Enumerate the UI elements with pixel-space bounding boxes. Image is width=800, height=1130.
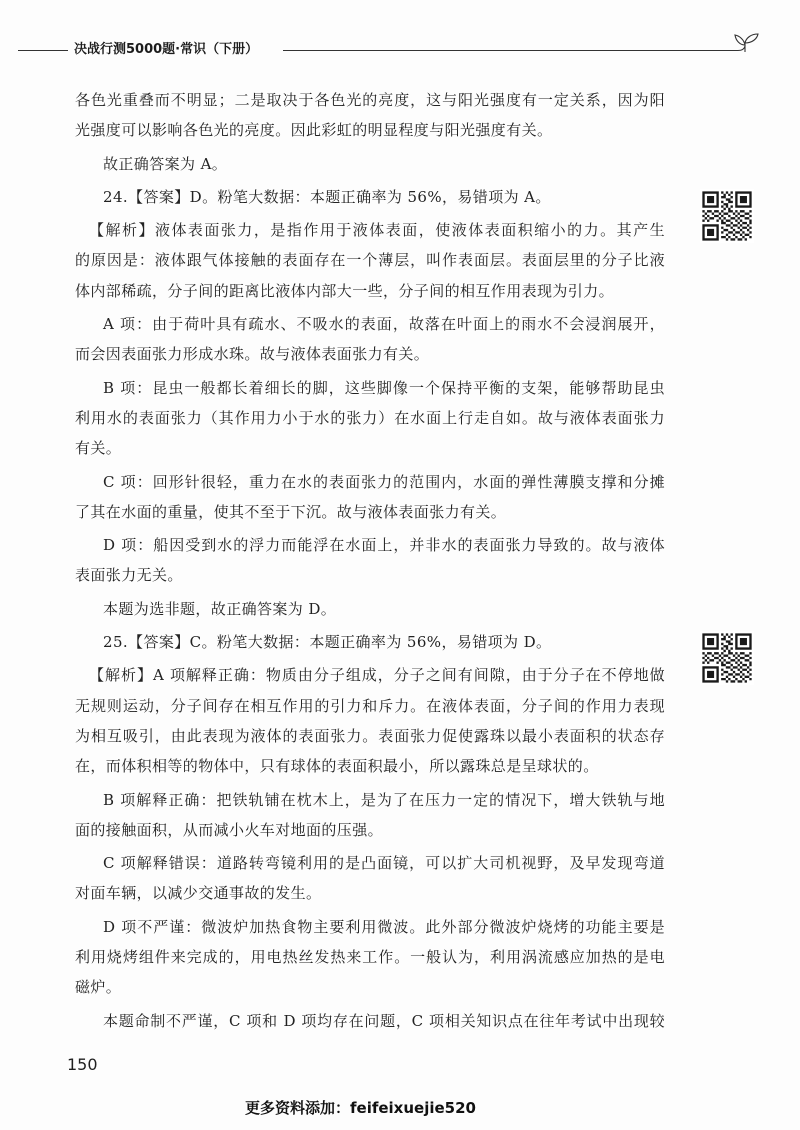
paragraph-rainbow-continuation bbox=[75, 85, 665, 146]
qr-code-icon bbox=[700, 631, 754, 685]
text-line: 【解析】液体表面张力，是指作用于液体表面，使液体表面积缩小的力。其产生 bbox=[89, 221, 665, 240]
option-a-24 bbox=[75, 309, 665, 370]
text-line: 无规则运动，分子间存在相互作用的引力和斥力。在液体表面，分子间的作用力表现 bbox=[75, 696, 665, 715]
text-line: 为相互吸引，由此表现为液体的表面张力。表面张力促使露珠以最小表面积的状态存 bbox=[75, 726, 665, 745]
text-line: B 项解释正确：把铁轨铺在枕木上，是为了在压力一定的情况下，增大铁轨与地 bbox=[103, 790, 665, 809]
sprout-icon bbox=[728, 32, 762, 60]
text-line: 本题为选非题，故正确答案为 D。 bbox=[103, 599, 337, 618]
text-line: 磁炉。 bbox=[75, 978, 122, 997]
option-c-24 bbox=[75, 467, 665, 528]
text-line: 【解析】A 项解释正确：物质由分子组成，分子之间有间隙，由于分子在不停地做 bbox=[89, 666, 665, 685]
text-line: 面的接触面积，从而减小火车对地面的压强。 bbox=[75, 820, 384, 839]
text-line: 24.【答案】D。粉笔大数据：本题正确率为 56%，易错项为 A。 bbox=[103, 187, 551, 206]
option-d-24 bbox=[75, 530, 665, 591]
header-rule-right bbox=[283, 50, 733, 51]
page-number: 150 bbox=[67, 1055, 98, 1074]
analysis-24 bbox=[75, 215, 665, 306]
text-line: B 项：昆虫一般都长着细长的脚，这些脚像一个保持平衡的支架，能够帮助昆虫 bbox=[103, 378, 665, 397]
text-line: 光强度可以影响各色光的亮度。因此彩虹的明显程度与阳光强度有关。 bbox=[75, 121, 553, 140]
text-line: D 项不严谨：微波炉加热食物主要利用微波。此外部分微波炉烧烤的功能主要是 bbox=[103, 917, 665, 936]
footer-note: 更多资料添加：feifeixuejie520 bbox=[245, 1099, 476, 1117]
text-line: 故正确答案为 A。 bbox=[103, 154, 228, 173]
text-line: 体内部稀疏，分子间的距离比液体内部大一些，分子间的相互作用表现为引力。 bbox=[75, 281, 615, 300]
text-line: 对面车辆，以减少交通事故的发生。 bbox=[75, 884, 322, 903]
text-line: C 项：回形针很轻，重力在水的表面张力的范围内，水面的弹性薄膜支撑和分摊 bbox=[103, 472, 665, 491]
running-header bbox=[0, 38, 800, 62]
text-line: 本题命制不严谨，C 项和 D 项均存在问题，C 项相关知识点在往年考试中出现较 bbox=[103, 1011, 665, 1030]
answer-conclusion-23 bbox=[75, 149, 665, 179]
text-line: 的原因是：液体跟气体接触的表面存在一个薄层，叫作表面层。表面层里的分子比液 bbox=[75, 251, 665, 270]
text-line: D 项：船因受到水的浮力而能浮在水面上，并非水的表面张力导致的。故与液体 bbox=[103, 536, 665, 555]
text-line: C 项解释错误：道路转弯镜利用的是凸面镜，可以扩大司机视野，及早发现弯道 bbox=[103, 854, 665, 873]
text-line: 利用水的表面张力（其作用力小于水的张力）在水面上行走自如。故与液体表面张力 bbox=[75, 408, 665, 427]
text-line: 各色光重叠而不明显；二是取决于各色光的亮度，这与阳光强度有一定关系，因为阳 bbox=[75, 91, 665, 109]
header-rule-left bbox=[18, 50, 68, 51]
option-b-25 bbox=[75, 785, 665, 846]
conclusion-24 bbox=[75, 594, 665, 624]
text-line: 有关。 bbox=[75, 439, 122, 458]
body-text bbox=[75, 85, 665, 1036]
note-25 bbox=[75, 1006, 665, 1036]
qr-code-icon bbox=[700, 189, 754, 243]
answer-heading-25 bbox=[75, 627, 665, 657]
text-line: A 项：由于荷叶具有疏水、不吸水的表面，故落在叶面上的雨水不会浸润展开， bbox=[103, 315, 665, 334]
text-line: 利用烧烤组件来完成的，用电热丝发热来工作。一般认为，利用涡流感应加热的是电 bbox=[75, 948, 665, 967]
text-line: 表面张力无关。 bbox=[75, 566, 183, 585]
text-line: 25.【答案】C。粉笔大数据：本题正确率为 56%，易错项为 D。 bbox=[103, 633, 552, 652]
answer-heading-24 bbox=[75, 182, 665, 212]
text-line: 了其在水面的重量，使其不至于下沉。故与液体表面张力有关。 bbox=[75, 502, 507, 521]
option-b-24 bbox=[75, 373, 665, 464]
text-line: 在，而体积相等的物体中，只有球体的表面积最小，所以露珠总是呈球状的。 bbox=[75, 757, 599, 776]
text-line: 而会因表面张力形成水珠。故与液体表面张力有关。 bbox=[75, 345, 430, 364]
option-c-25 bbox=[75, 848, 665, 909]
analysis-25 bbox=[75, 660, 665, 781]
book-title: 决战行测5000题·常识（下册） bbox=[74, 42, 259, 57]
option-d-25 bbox=[75, 912, 665, 1003]
